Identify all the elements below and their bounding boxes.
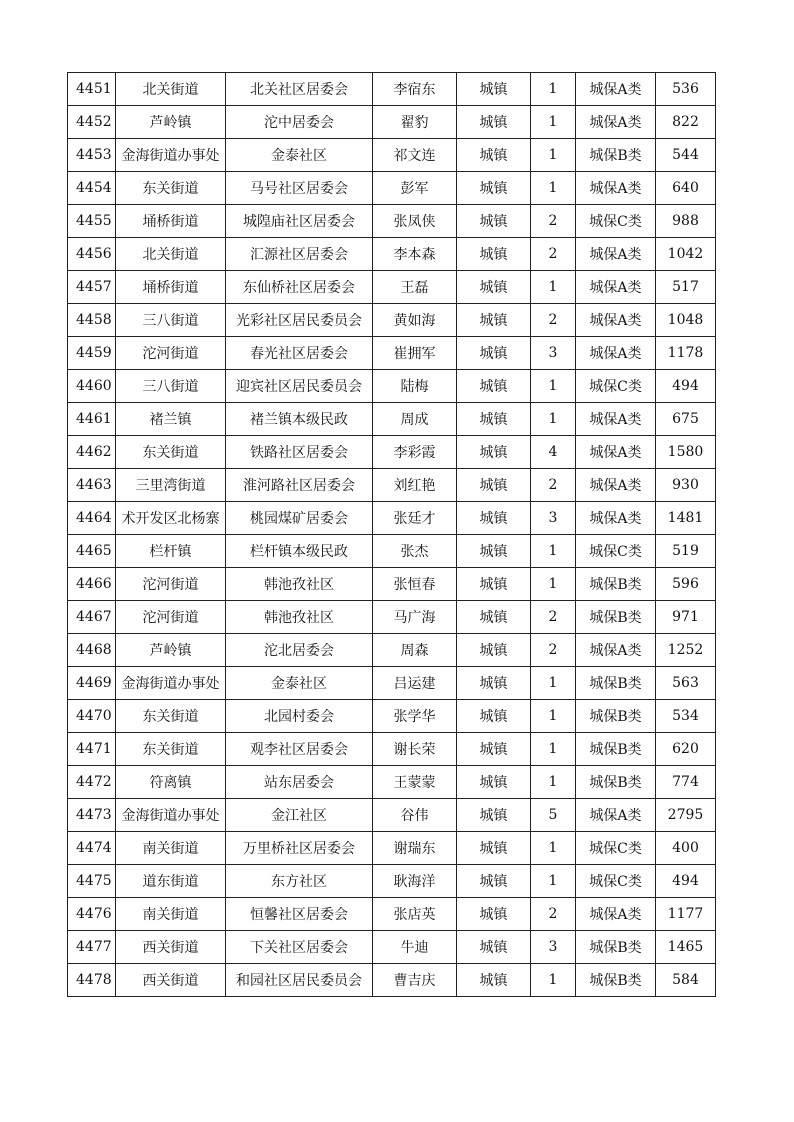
insurance-category-cell: 城保B类 [576,766,656,799]
person-name-cell: 谢瑞东 [373,832,457,865]
record-id-cell: 4455 [68,205,116,238]
street-office-cell: 金海街道办事处 [116,799,226,832]
community-cell: 迎宾社区居民委员会 [226,370,373,403]
street-office-cell: 东关街道 [116,172,226,205]
record-id-cell: 4456 [68,238,116,271]
insurance-category-cell: 城保A类 [576,172,656,205]
insurance-category-cell: 城保C类 [576,535,656,568]
insurance-category-cell: 城保A类 [576,799,656,832]
table-row [68,172,716,205]
amount-cell: 988 [656,205,716,238]
street-office-cell: 沱河街道 [116,601,226,634]
amount-cell: 494 [656,865,716,898]
area-type-cell: 城镇 [457,238,531,271]
amount-cell: 1042 [656,238,716,271]
area-type-cell: 城镇 [457,898,531,931]
person-name-cell: 吕运建 [373,667,457,700]
community-cell: 汇源社区居委会 [226,238,373,271]
insurance-category-cell: 城保B类 [576,667,656,700]
record-id-cell: 4467 [68,601,116,634]
person-name-cell: 陆梅 [373,370,457,403]
table-row [68,73,716,106]
table-row [68,931,716,964]
household-count-cell: 1 [531,370,576,403]
street-office-cell: 术开发区北杨寨 [116,502,226,535]
amount-cell: 517 [656,271,716,304]
person-name-cell: 李彩霞 [373,436,457,469]
person-name-cell: 张杰 [373,535,457,568]
insurance-category-cell: 城保B类 [576,139,656,172]
table-row [68,568,716,601]
street-office-cell: 沱河街道 [116,568,226,601]
community-cell: 城隍庙社区居委会 [226,205,373,238]
area-type-cell: 城镇 [457,799,531,832]
community-cell: 下关社区居委会 [226,931,373,964]
household-count-cell: 5 [531,799,576,832]
person-name-cell: 翟豹 [373,106,457,139]
street-office-cell: 三八街道 [116,370,226,403]
community-cell: 和园社区居民委员会 [226,964,373,997]
household-count-cell: 1 [531,535,576,568]
street-office-cell: 符离镇 [116,766,226,799]
insurance-category-cell: 城保A类 [576,634,656,667]
insurance-category-cell: 城保C类 [576,865,656,898]
person-name-cell: 黄如海 [373,304,457,337]
table-row [68,832,716,865]
community-cell: 金泰社区 [226,667,373,700]
area-type-cell: 城镇 [457,304,531,337]
person-name-cell: 张恒春 [373,568,457,601]
street-office-cell: 沱河街道 [116,337,226,370]
area-type-cell: 城镇 [457,733,531,766]
community-cell: 淮河路社区居委会 [226,469,373,502]
table-row [68,106,716,139]
community-cell: 春光社区居委会 [226,337,373,370]
amount-cell: 400 [656,832,716,865]
insurance-category-cell: 城保C类 [576,370,656,403]
area-type-cell: 城镇 [457,172,531,205]
table-row [68,634,716,667]
area-type-cell: 城镇 [457,832,531,865]
table-row [68,898,716,931]
record-id-cell: 4451 [68,73,116,106]
record-id-cell: 4476 [68,898,116,931]
household-count-cell: 3 [531,337,576,370]
household-count-cell: 1 [531,733,576,766]
table-row [68,403,716,436]
person-name-cell: 李本森 [373,238,457,271]
amount-cell: 2795 [656,799,716,832]
street-office-cell: 三八街道 [116,304,226,337]
household-count-cell: 2 [531,205,576,238]
table-row [68,337,716,370]
community-cell: 北关社区居委会 [226,73,373,106]
insurance-category-cell: 城保A类 [576,238,656,271]
area-type-cell: 城镇 [457,964,531,997]
person-name-cell: 张店英 [373,898,457,931]
record-id-cell: 4473 [68,799,116,832]
insurance-category-cell: 城保A类 [576,898,656,931]
person-name-cell: 王蒙蒙 [373,766,457,799]
amount-cell: 519 [656,535,716,568]
area-type-cell: 城镇 [457,931,531,964]
street-office-cell: 三里湾街道 [116,469,226,502]
household-count-cell: 1 [531,568,576,601]
person-name-cell: 周森 [373,634,457,667]
person-name-cell: 李宿东 [373,73,457,106]
insurance-category-cell: 城保A类 [576,403,656,436]
household-count-cell: 2 [531,634,576,667]
amount-cell: 1465 [656,931,716,964]
record-id-cell: 4471 [68,733,116,766]
household-count-cell: 2 [531,469,576,502]
record-id-cell: 4472 [68,766,116,799]
street-office-cell: 栏杆镇 [116,535,226,568]
table-row [68,370,716,403]
household-count-cell: 1 [531,766,576,799]
record-id-cell: 4470 [68,700,116,733]
amount-cell: 596 [656,568,716,601]
record-id-cell: 4478 [68,964,116,997]
street-office-cell: 北关街道 [116,238,226,271]
table-row [68,667,716,700]
insurance-category-cell: 城保C类 [576,832,656,865]
insurance-category-cell: 城保A类 [576,304,656,337]
street-office-cell: 南关街道 [116,898,226,931]
record-id-cell: 4458 [68,304,116,337]
amount-cell: 536 [656,73,716,106]
record-id-cell: 4468 [68,634,116,667]
table-row [68,799,716,832]
community-cell: 韩池孜社区 [226,601,373,634]
insurance-category-cell: 城保A类 [576,436,656,469]
community-cell: 沱北居委会 [226,634,373,667]
area-type-cell: 城镇 [457,601,531,634]
community-cell: 沱中居委会 [226,106,373,139]
community-cell: 马号社区居委会 [226,172,373,205]
insurance-category-cell: 城保B类 [576,601,656,634]
person-name-cell: 谢长荣 [373,733,457,766]
record-id-cell: 4466 [68,568,116,601]
household-count-cell: 1 [531,271,576,304]
household-count-cell: 3 [531,931,576,964]
insurance-category-cell: 城保B类 [576,568,656,601]
person-name-cell: 周成 [373,403,457,436]
insurance-category-cell: 城保A类 [576,469,656,502]
table-row [68,733,716,766]
street-office-cell: 埇桥街道 [116,205,226,238]
person-name-cell: 张学华 [373,700,457,733]
table-row [68,766,716,799]
area-type-cell: 城镇 [457,865,531,898]
community-cell: 光彩社区居民委员会 [226,304,373,337]
record-id-cell: 4453 [68,139,116,172]
person-name-cell: 马广海 [373,601,457,634]
person-name-cell: 耿海洋 [373,865,457,898]
household-count-cell: 1 [531,832,576,865]
amount-cell: 822 [656,106,716,139]
insurance-category-cell: 城保A类 [576,337,656,370]
household-count-cell: 1 [531,865,576,898]
household-count-cell: 4 [531,436,576,469]
area-type-cell: 城镇 [457,766,531,799]
community-cell: 金泰社区 [226,139,373,172]
street-office-cell: 西关街道 [116,964,226,997]
area-type-cell: 城镇 [457,535,531,568]
area-type-cell: 城镇 [457,502,531,535]
insurance-category-cell: 城保A类 [576,73,656,106]
person-name-cell: 谷伟 [373,799,457,832]
community-cell: 东方社区 [226,865,373,898]
area-type-cell: 城镇 [457,271,531,304]
amount-cell: 774 [656,766,716,799]
record-id-cell: 4462 [68,436,116,469]
insurance-category-cell: 城保A类 [576,271,656,304]
household-count-cell: 2 [531,898,576,931]
community-cell: 站东居委会 [226,766,373,799]
record-id-cell: 4474 [68,832,116,865]
amount-cell: 1252 [656,634,716,667]
community-cell: 褚兰镇本级民政 [226,403,373,436]
table-row [68,865,716,898]
community-cell: 北园村委会 [226,700,373,733]
insurance-category-cell: 城保C类 [576,205,656,238]
insurance-category-cell: 城保A类 [576,106,656,139]
person-name-cell: 祁文连 [373,139,457,172]
person-name-cell: 彭军 [373,172,457,205]
table-row [68,700,716,733]
area-type-cell: 城镇 [457,337,531,370]
community-cell: 恒馨社区居委会 [226,898,373,931]
amount-cell: 494 [656,370,716,403]
table-row [68,469,716,502]
table-row [68,304,716,337]
street-office-cell: 东关街道 [116,700,226,733]
community-cell: 金江社区 [226,799,373,832]
person-name-cell: 张廷才 [373,502,457,535]
amount-cell: 675 [656,403,716,436]
record-id-cell: 4465 [68,535,116,568]
area-type-cell: 城镇 [457,667,531,700]
household-count-cell: 1 [531,73,576,106]
street-office-cell: 东关街道 [116,436,226,469]
record-id-cell: 4461 [68,403,116,436]
amount-cell: 640 [656,172,716,205]
household-count-cell: 1 [531,700,576,733]
table-body [68,73,716,997]
table-row [68,436,716,469]
household-count-cell: 1 [531,403,576,436]
person-name-cell: 牛迪 [373,931,457,964]
amount-cell: 930 [656,469,716,502]
amount-cell: 563 [656,667,716,700]
records-table [67,72,716,997]
person-name-cell: 崔拥军 [373,337,457,370]
record-id-cell: 4459 [68,337,116,370]
amount-cell: 1580 [656,436,716,469]
street-office-cell: 金海街道办事处 [116,139,226,172]
insurance-category-cell: 城保B类 [576,700,656,733]
street-office-cell: 褚兰镇 [116,403,226,436]
street-office-cell: 芦岭镇 [116,634,226,667]
record-id-cell: 4460 [68,370,116,403]
table-row [68,238,716,271]
street-office-cell: 埇桥街道 [116,271,226,304]
amount-cell: 1048 [656,304,716,337]
street-office-cell: 北关街道 [116,73,226,106]
street-office-cell: 东关街道 [116,733,226,766]
amount-cell: 584 [656,964,716,997]
amount-cell: 534 [656,700,716,733]
amount-cell: 971 [656,601,716,634]
table-row [68,139,716,172]
street-office-cell: 金海街道办事处 [116,667,226,700]
amount-cell: 1178 [656,337,716,370]
area-type-cell: 城镇 [457,403,531,436]
amount-cell: 1177 [656,898,716,931]
insurance-category-cell: 城保B类 [576,931,656,964]
area-type-cell: 城镇 [457,205,531,238]
community-cell: 栏杆镇本级民政 [226,535,373,568]
street-office-cell: 西关街道 [116,931,226,964]
table-row [68,601,716,634]
household-count-cell: 1 [531,172,576,205]
household-count-cell: 1 [531,964,576,997]
household-count-cell: 2 [531,238,576,271]
community-cell: 韩池孜社区 [226,568,373,601]
street-office-cell: 芦岭镇 [116,106,226,139]
table-row [68,535,716,568]
area-type-cell: 城镇 [457,139,531,172]
record-id-cell: 4469 [68,667,116,700]
person-name-cell: 刘红艳 [373,469,457,502]
record-id-cell: 4457 [68,271,116,304]
area-type-cell: 城镇 [457,469,531,502]
table-row [68,271,716,304]
table-row [68,964,716,997]
household-count-cell: 1 [531,106,576,139]
table-row [68,205,716,238]
person-name-cell: 张凤侠 [373,205,457,238]
community-cell: 东仙桥社区居委会 [226,271,373,304]
area-type-cell: 城镇 [457,106,531,139]
household-count-cell: 1 [531,667,576,700]
area-type-cell: 城镇 [457,634,531,667]
household-count-cell: 1 [531,139,576,172]
street-office-cell: 南关街道 [116,832,226,865]
insurance-category-cell: 城保A类 [576,502,656,535]
area-type-cell: 城镇 [457,73,531,106]
household-count-cell: 2 [531,601,576,634]
street-office-cell: 道东街道 [116,865,226,898]
area-type-cell: 城镇 [457,370,531,403]
person-name-cell: 王磊 [373,271,457,304]
record-id-cell: 4452 [68,106,116,139]
insurance-category-cell: 城保B类 [576,733,656,766]
insurance-category-cell: 城保B类 [576,964,656,997]
amount-cell: 544 [656,139,716,172]
area-type-cell: 城镇 [457,568,531,601]
record-id-cell: 4477 [68,931,116,964]
table-row [68,502,716,535]
community-cell: 铁路社区居委会 [226,436,373,469]
record-id-cell: 4464 [68,502,116,535]
amount-cell: 620 [656,733,716,766]
record-id-cell: 4454 [68,172,116,205]
area-type-cell: 城镇 [457,436,531,469]
record-id-cell: 4463 [68,469,116,502]
community-cell: 观李社区居委会 [226,733,373,766]
household-count-cell: 2 [531,304,576,337]
amount-cell: 1481 [656,502,716,535]
community-cell: 万里桥社区居委会 [226,832,373,865]
record-id-cell: 4475 [68,865,116,898]
area-type-cell: 城镇 [457,700,531,733]
community-cell: 桃园煤矿居委会 [226,502,373,535]
household-count-cell: 3 [531,502,576,535]
person-name-cell: 曹吉庆 [373,964,457,997]
